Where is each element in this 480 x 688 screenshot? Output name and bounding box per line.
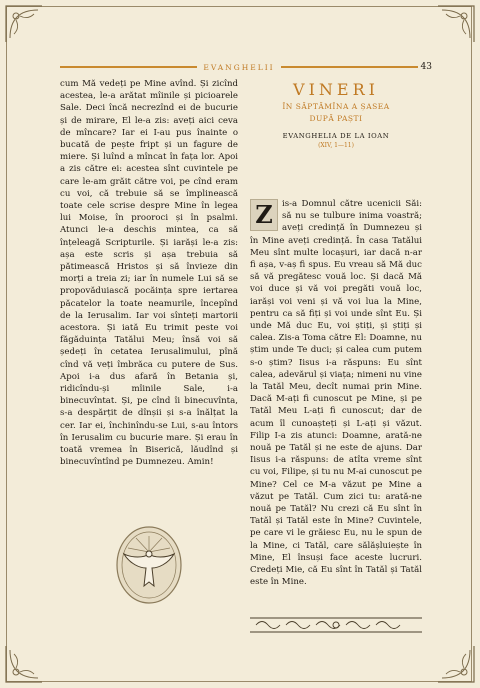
dropcap-box xyxy=(250,199,278,231)
section-heading xyxy=(250,80,422,149)
footer-ornament-icon xyxy=(250,616,422,634)
heading-reference: (XIV, 1—11) xyxy=(318,142,354,149)
corner-ornament-icon xyxy=(436,644,476,684)
running-head-rule-right xyxy=(281,66,418,68)
right-column xyxy=(250,198,422,589)
heading-subtitle-2: DUPĂ PAȘTI xyxy=(309,114,363,123)
heading-title: VINERI xyxy=(293,80,379,99)
corner-ornament-icon xyxy=(4,644,44,684)
left-column-text: cum Mă vedeți pe Mine avînd. Și zicînd acestea, le-a arătat mîinile și picioarele Sale. Deci încă necrezînd ei de bucurie și de mirare, El le-a zis: aveți aici ceva de mîncare? Iar ei I-au pus înainte o bucată de pește fript și un fagure de miere. Și luînd a mîncat în fața lor. Apoi a zis către ei: acestea sînt cuvintele pe care le-am grăit către voi, pe cînd eram cu voi, că trebuie să se împlinească toate cele scrise despre Mine în legea lui Moise, în prooroci și în psalmi. Atunci le-a deschis mintea, ca să înțeleagă Scripturile. Și iarăși le-a zis: așa este scris și așa trebuia să pătimească Hristos și să învieze din morți a treia zi; iar în numele Lui să se propovăduiască pocăința spre iertarea păcatelor la toate neamurile, începînd de la Ierusalim. Iar voi sînteți martorii acestora. Și iată Eu trimit peste voi făgăduința Tatălui Meu; însă voi să ședeți în cetatea Ierusalimului, pînă cînd vă veți îmbrăca cu putere de Sus. Apoi i-a dus afară în Betania și, ridicîndu-și mîinile Sale, i-a binecuvîntat. Și, pe cînd îi binecuvînta, s-a despărțit de dînșii și s-a înălțat la cer. Iar ei, închinîndu-se Lui, s-au întors în Ierusalim cu bucurie mare. Și erau în toată vremea în Biserică, lăudînd și binecuvîntînd pe Dumnezeu. Amin! xyxy=(60,79,238,468)
left-column xyxy=(60,78,238,469)
heading-subtitle-1: ÎN SĂPTĂMÎNA A ȘASEA xyxy=(282,102,390,111)
running-head-text: EVANGHELII xyxy=(203,62,275,72)
running-head xyxy=(60,60,418,74)
running-head-rule-left xyxy=(60,66,197,68)
right-column-text: is-a Domnul către ucenicii Săi: să nu se tulbure inima voastră; aveți credință în Dumnezeu și în Mine aveți credință. În casa Tatălui Meu sînt multe locașuri, iar dacă n-ar fi așa, v-aș fi spus. Eu vreau să Mă duc să vă pregătesc vouă loc. Și dacă Mă voi duce și vă voi pregăti vouă loc, iarăși voi veni și vă voi lua la Mine, pentru ca să fiți și voi unde sînt Eu. Și unde Mă duc Eu, voi știți, și știți și calea. Zis-a Toma către El: Doamne, nu știm unde Te duci; și calea cum putem s-o știm? Iisus i-a răspuns: Eu sînt calea, adevărul și viața; nimeni nu vine la Tatăl Meu, decît numai prin Mine. Dacă M-ați fi cunoscut pe Mine, și pe Tatăl Meu L-ați fi cunoscut; dar de acum îl cunoașteți și L-ați și văzut. Filip I-a zis atunci: Doamne, arată-ne nouă pe Tatăl și ne este de ajuns. Dar Iisus i-a răspuns: de atîta vreme sînt cu voi, Filipe, și tu nu M-ai cunoscut pe Mine? Cel ce M-a văzut pe Mine a văzut pe Tatăl. Cum zici tu: arată-ne nouă pe Tatăl? Nu crezi că Eu sînt în Tatăl și Tatăl este în Mine? Cuvintele, pe care vi le grăiesc Eu, nu le spun de la Mine, ci Tatăl, care sălășluiește în Mine, El însuși face aceste lucruri. Credeți Mie, că Eu sînt în Tatăl și Tatăl este în Mine. xyxy=(250,199,422,588)
corner-ornament-icon xyxy=(4,4,44,44)
corner-ornament-icon xyxy=(436,4,476,44)
dove-icon xyxy=(114,524,184,606)
dropcap-letter: Z xyxy=(255,199,273,229)
page-number: 43 xyxy=(420,62,432,72)
heading-gospel: EVANGHELIA DE LA IOAN xyxy=(282,132,390,140)
